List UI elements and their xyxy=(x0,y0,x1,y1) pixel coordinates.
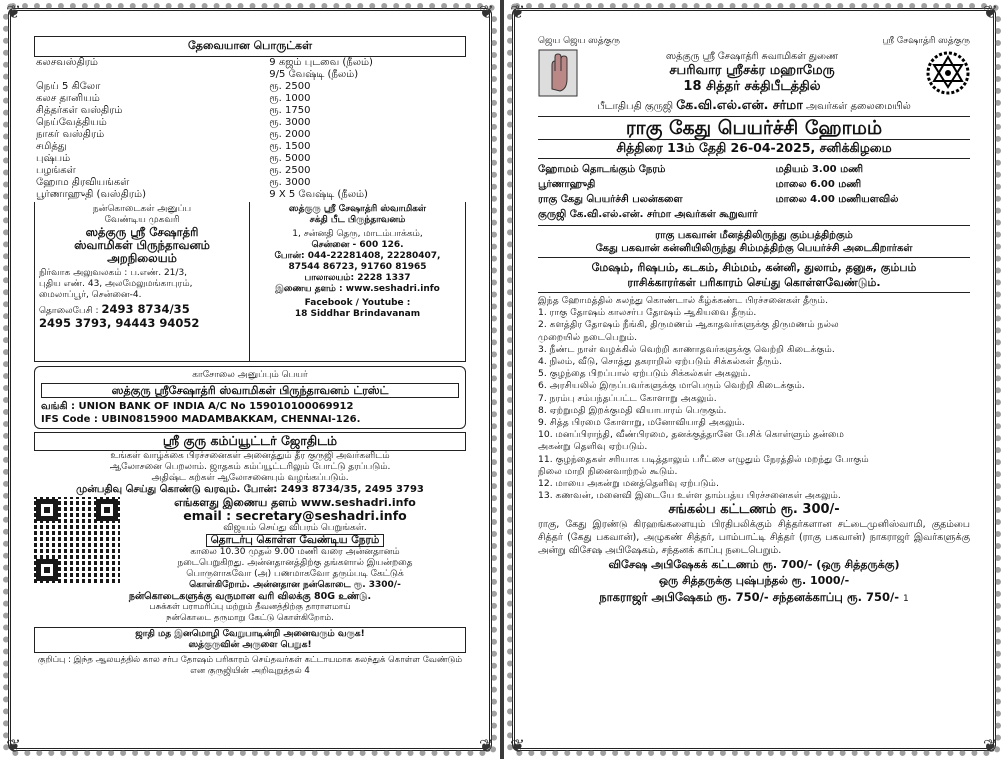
left-page xyxy=(0,0,500,759)
benefit-item: 5. குழந்தை பிறப்பால் ஏற்படும் சிக்கல்கள் அகலும். xyxy=(538,368,751,380)
text-line: உங்கள் வாழ்க்கை பிரச்சனைகள் அனைத்தும் தீர குருஜி அவர்களிடம் xyxy=(110,451,390,461)
item-name: கலச தானியம் xyxy=(36,93,100,104)
benefit-item: 3. நீண்ட நாள் வழக்கில் வெற்றி காணாதவர்களுக்கு வெற்றி கிடைக்கும். xyxy=(538,343,835,355)
item-name: நெய்வேத்தியம் xyxy=(36,117,107,128)
text-line: நடைபெறுகிறது. அன்னதானத்திற்கு தங்களால் இயன்றதை xyxy=(177,558,413,568)
benefit-item: 10. மனப்பிராந்தி, வீண்பிரமை, தனக்குத்தானே பேசிக் கொள்ளும் தன்மை xyxy=(538,429,845,441)
left-content xyxy=(34,34,466,745)
item-price: 9 X 5 வேஷ்டி (நீலம்) xyxy=(269,189,368,200)
schedule xyxy=(538,158,970,226)
right-page xyxy=(504,0,1004,759)
benefit-item: 4. நிலம், வீடு, சொத்து தகராறில் ஏற்படும் சிக்கல்கள் தீரும். xyxy=(538,356,782,368)
trust-name: ஸத்குரு ஸ்ரீசேஷாத்ரி ஸ்வாமிகள் பிருந்தாவனம் ட்ரஸ்ட் xyxy=(41,383,459,398)
text-line: பசுக்கள் பராமரிப்பு மற்றும் தீவனத்திற்கு தாராளமாய் xyxy=(149,602,351,612)
text-line: பொருளாகவோ (அ) பணமாகவோ தரும்படி கேட்டுக் xyxy=(186,569,404,579)
qr-code-icon[interactable] xyxy=(34,497,120,583)
transit-line: ராகு பகவான் மீனத்திலிருந்து கும்பத்திற்கும் xyxy=(655,230,853,241)
rasi-note: ராசிக்காரர்கள் பரிகாரம் செய்து கொள்ளவேண்டும். xyxy=(627,276,881,289)
schedule-row xyxy=(538,208,970,221)
corner-ornament-icon: ❦ xyxy=(982,2,998,23)
sankalpa-fee: சங்கல்ப கட்டணம் ரூ. 300/- xyxy=(668,502,840,518)
item-name: ஹோம திரவியங்கள் xyxy=(36,177,130,188)
welcome-text: ஜாதி மத இனமொழி வேறுபாடின்றி அனைவரும் வருக! xyxy=(135,629,365,639)
siddhar-paragraph: ராகு, கேது இரண்டு கிரஹங்களையும் பிரதிபலிக்கும் சித்தர்களான சட்டைமுனிஸ்வாமி, குதம்பை சித்தர் (கேது பகவான்), அழுகண் சித்தர், பாம்பாட்டி சித்தர் (ராகு பகவான்) நாகராஜர் இவர்களுக்கு அன்று விசேஷ அபிஷேகம், சந்தனக் காப்பு நடைபெறும். xyxy=(538,519,970,557)
corner-ornament-icon: ❦ xyxy=(510,736,526,757)
addr-line: சென்னை - 600 126. xyxy=(311,240,404,250)
bank-details xyxy=(34,366,466,429)
benefit-item: முறையில் நடைபெறும். xyxy=(538,331,638,343)
addr-line: நிர்வாக அலுவலகம் : ப.எண். 21/3, xyxy=(39,268,188,278)
website[interactable]: எங்களது இணைய தளம் www.seshadri.info xyxy=(174,496,416,509)
pushpa-fee: ஒரு சித்தருக்கு புஷ்பந்தல் ரூ. 1000/- xyxy=(658,574,850,588)
corner-ornament-icon: ❦ xyxy=(6,2,22,23)
rasi-list: மேஷம், ரிஷபம், கடகம், சிம்மம், கன்னி, துலாம், தனுசு, கும்பம் xyxy=(591,261,917,274)
text-line: அதிஷ்ட கற்கள் ஆலோசனையும் வழங்கப்படும். xyxy=(151,473,349,483)
phone-label: தொலைபேசி : xyxy=(39,306,99,316)
event-date: சித்திரை 13ம் தேதி 26-04-2025, சனிக்கிழமை xyxy=(616,140,892,155)
phone-number: போன்: 044-22281408, 22280407, xyxy=(274,251,441,261)
item-price: ரூ. 2500 xyxy=(269,81,311,92)
schedule-time: மாலை 6.00 மணி xyxy=(775,179,862,190)
benefit-item: 6. அரசியலில் இருப்பவர்களுக்கு மாபெரும் வெற்றி கிடைக்கும். xyxy=(538,380,805,392)
note xyxy=(34,655,466,677)
contact-info xyxy=(120,497,466,591)
corner-ornament-icon: ❦ xyxy=(982,736,998,757)
peetam-name: சக்தி பீட பிருந்தாவனம் xyxy=(309,215,406,225)
phone-number: 2493 8734/35 xyxy=(101,302,190,316)
benefits-intro: இந்த ஹோமத்தில் கலந்து கொண்டால் கீழ்க்கண்ட பிரச்சனைகள் தீரும். xyxy=(538,295,828,306)
phone-number: 87544 86723, 91760 81965 xyxy=(288,262,427,272)
requirement-row xyxy=(34,105,466,117)
benefit-item: 7. நரம்பு சம்பந்தப்பட்ட கோளாறு அகலும். xyxy=(538,392,717,404)
addr-line: புதிய எண். 43, அலமேலுமங்காபுரம், xyxy=(39,279,193,289)
peetam-name: ஸத்குரு ஸ்ரீ சேஷாத்ரி ஸ்வாமிகள் xyxy=(288,204,427,214)
note-text: குறிப்பு : இந்த ஆலயத்தில் கால சர்ப தோஷம் பரிகாரம் செய்தவர்கள் கட்டாயமாக கலந்துக் கொள்ள வேண்டும் என குருஜியின் அறிவுறுத்தல் xyxy=(37,655,463,676)
leader-line xyxy=(538,97,970,114)
requirement-row xyxy=(34,57,466,69)
schedule-row xyxy=(538,163,970,176)
corner-ornament-icon: ❦ xyxy=(478,736,494,757)
item-price: ரூ. 1000 xyxy=(269,93,311,104)
requirement-row xyxy=(34,117,466,129)
item-price: ரூ. 3000 xyxy=(269,117,311,128)
trust-name: ஸ்வாமிகள் பிருந்தாவனம் xyxy=(74,238,210,252)
benefit-item: 2. களத்திர தோஷம் நீங்கி, திருமணம் ஆகாதவர்களுக்கு திருமணம் நல்ல xyxy=(538,319,839,331)
benefit-item: நிலை மாறி நினைவாற்றல் கூடும். xyxy=(538,465,678,477)
trust-name: அறநிலையம் xyxy=(107,251,177,265)
benefit-item: 11. குழந்தைகள் சரியாக படித்தாலும் பரீட்சை எழுதும் நேரத்தில் மறந்து போகும் xyxy=(538,453,869,465)
website[interactable]: இணைய தளம் : www.seshadri.info xyxy=(275,284,440,294)
requirement-row xyxy=(34,141,466,153)
sri-chakra-icon xyxy=(926,51,970,95)
benefit-item: 8. ஏற்றுமதி இறக்குமதி வியாபாரம் பெருகும். xyxy=(538,404,727,416)
benefit-item: 1. ராகு தோஷம் காலசர்ப தோஷம் ஆகியவை தீரும். xyxy=(538,307,757,319)
benefit-item: அகன்று தெளிவு ஏற்படும். xyxy=(538,441,648,453)
leader-prefix: பீடாதிபதி குருஜி xyxy=(597,101,674,112)
abhishekam-fee: விசேஷ அபிஷேகக் கட்டணம் ரூ. 700/- (ஒரு சித்தருக்கு) xyxy=(608,558,900,572)
requirements-title: தேவையான பொருட்கள் xyxy=(34,36,466,57)
addr-line: வேண்டிய முகவரி xyxy=(104,215,180,225)
text-line: ஆலோசனை பெறலாம். ஜாதகம் கம்ப்யூட்டரிலும் போட்டு தரப்படும். xyxy=(109,462,391,472)
contact-time-title: தொடர்பு கொள்ள வேண்டிய நேரம் xyxy=(206,534,385,547)
blessing-right: ஸ்ரீ சேஷாத்ரி ஸத்குரு xyxy=(882,36,970,46)
naga-fee-line xyxy=(538,589,970,607)
blessing-line xyxy=(538,36,970,47)
schedule-label: ஹோமம் தொடங்கும் நேரம் xyxy=(538,164,666,175)
address-section xyxy=(34,202,466,362)
temple-name: சபரிவார ஸ்ரீசக்ர மஹாமேரு xyxy=(669,63,835,78)
schedule-row xyxy=(538,178,970,191)
item-name: நெய் 5 கிலோ xyxy=(36,81,101,92)
social-label: Facebook / Youtube : xyxy=(304,298,411,308)
schedule-row xyxy=(538,193,970,206)
header xyxy=(538,49,970,97)
ifsc-code: IFS Code : UBIN0815900 MADAMBAKKAM, CHENNAI-126. xyxy=(41,414,361,425)
item-price: ரூ. 1500 xyxy=(269,141,311,152)
bank-account: வங்கி : UNION BANK OF INDIA A/C No 159010100069912 xyxy=(41,401,354,412)
welcome-text: ஸத்குருவின் அருளை பெறுக! xyxy=(188,640,312,650)
item-price: 9/5 வேஷ்டி (நீலம்) xyxy=(269,69,359,80)
donation-address xyxy=(35,202,250,361)
schedule-time: மதியம் 3.00 மணி xyxy=(775,164,864,175)
text-line: முன்பதிவு செய்து கொண்டு வரவும். போன்: 2493 8734/35, 2495 3793 xyxy=(76,484,424,495)
schedule-label: குருஜி கே.வி.எல்.என். சர்மா அவர்கள் கூறுவார் xyxy=(538,209,758,220)
corner-ornament-icon: ❦ xyxy=(510,2,526,23)
cheque-label: காசோலை அனுப்பும் பெயர் xyxy=(192,370,308,380)
requirement-row xyxy=(34,69,466,81)
benefit-item: 13. கணவன், மனைவி இடையே உள்ள தாம்பத்ய பிரச்சனைகள் அகலும். xyxy=(538,490,841,502)
requirement-row xyxy=(34,153,466,165)
text-line: கொள்கிறோம். அன்னதான நன்கொடை ரூ. 3300/- xyxy=(189,580,401,590)
schedule-label: ராகு கேது பெயர்ச்சி பலன்களை xyxy=(538,194,683,205)
item-name: நாகர் வஸ்திரம் xyxy=(36,129,105,140)
requirement-row xyxy=(34,177,466,189)
text-line: காலை 10.30 முதல் 9.00 மணி வரை அன்னதானம் xyxy=(190,547,400,557)
item-price: ரூ. 1750 xyxy=(269,105,311,116)
item-name: புஷ்பம் xyxy=(36,153,71,164)
email-link[interactable]: email : secretary@seshadri.info xyxy=(183,508,407,523)
right-content xyxy=(538,34,970,745)
text-line: நன்கொடை தருமாறு கேட்டு கொள்கிறோம். xyxy=(166,613,334,623)
blessing-left: ஜெய ஜெய ஸத்குரு xyxy=(538,36,620,46)
requirement-row xyxy=(34,93,466,105)
requirement-row xyxy=(34,129,466,141)
event-title: ராகு கேது பெயர்ச்சி ஹோமம் xyxy=(538,116,970,140)
page-number: 1 xyxy=(903,594,909,605)
addr-line: மைலாப்பூர், சென்னை-4. xyxy=(39,290,142,300)
item-name: பூர்ணாஹுதி (வஸ்திரம்) xyxy=(36,189,146,200)
benefit-item: 9. சித்த பிரமை கோளாறு, மனோவியாதி அகலும். xyxy=(538,417,745,429)
corner-ornament-icon: ❦ xyxy=(6,736,22,757)
blessing-hand-icon xyxy=(538,49,578,97)
item-name: சமித்து xyxy=(36,141,67,152)
page-number: 4 xyxy=(304,666,310,676)
leader-suffix: அவர்கள் தலைமையில் xyxy=(805,101,911,112)
item-price: ரூ. 5000 xyxy=(269,153,311,164)
schedule-time: மாலை 4.00 மணியளவில் xyxy=(775,194,899,205)
item-price: ரூ. 3000 xyxy=(269,177,311,188)
peetam-address xyxy=(250,202,465,361)
requirements-table xyxy=(34,57,466,201)
addr-line: 1, சன்னதி தெரு, மாடம்பாக்கம், xyxy=(292,229,423,239)
requirement-row xyxy=(34,189,466,201)
corner-ornament-icon: ❦ xyxy=(478,2,494,23)
sub-heading: ஸத்குரு ஸ்ரீ சேஷாத்ரி சுவாமிகள் துணை xyxy=(665,51,839,62)
transit-line: கேது பகவான் கன்னியிலிருந்து சிம்மத்திற்கு பெயர்ச்சி அடைகிறார்கள் xyxy=(595,243,913,254)
item-price: ரூ. 2500 xyxy=(269,165,311,176)
trust-name: ஸத்குரு ஸ்ரீ சேஷாத்ரி xyxy=(85,225,199,239)
naga-fee: நாகராஜர் அபிஷேகம் ரூ. 750/- சந்தனக்காப்பு ரூ. 750/- xyxy=(599,590,899,605)
item-name: சித்தர்கள் வஸ்திரம் xyxy=(36,105,123,116)
item-price: 9 கஜம் புடவை (நீலம்) xyxy=(269,57,373,68)
phone-number: பாலாலயம்: 2228 1337 xyxy=(304,273,411,283)
leader-name: கே.வி.எல்.என். சர்மா xyxy=(676,97,803,112)
astrology-title: ஸ்ரீ குரு கம்ப்யூட்டர் ஜோதிடம் xyxy=(34,432,466,451)
tax-exemption: நன்கொடைகளுக்கு வருமான வரி விலக்கு 80G உண்டு. xyxy=(128,591,372,602)
welcome-notice xyxy=(34,627,466,653)
item-name: கலசவஸ்திரம் xyxy=(36,57,98,68)
qr-section xyxy=(34,497,466,591)
item-name xyxy=(34,69,267,81)
benefits-list xyxy=(538,295,970,502)
text-line: விஜயம் செய்து விபரம் பெறுங்கள். xyxy=(223,523,367,533)
rasi-box xyxy=(538,257,970,293)
item-price: ரூ. 2000 xyxy=(269,129,311,140)
temple-name: 18 சித்தர் சக்திபீடத்தில் xyxy=(683,79,821,94)
social-handle[interactable]: 18 Siddhar Brindavanam xyxy=(294,309,421,319)
requirement-row xyxy=(34,81,466,93)
benefit-item: 12. மாயை அகன்று மனத்தெளிவு ஏற்படும். xyxy=(538,478,719,490)
phone-number: 2495 3793, 94443 94052 xyxy=(39,316,200,330)
item-name: பழங்கள் xyxy=(36,165,76,176)
requirement-row xyxy=(34,165,466,177)
addr-line: நன்கொடைகள் அனுப்ப xyxy=(92,204,192,214)
schedule-label: பூர்ணாஹுதி xyxy=(538,179,596,190)
